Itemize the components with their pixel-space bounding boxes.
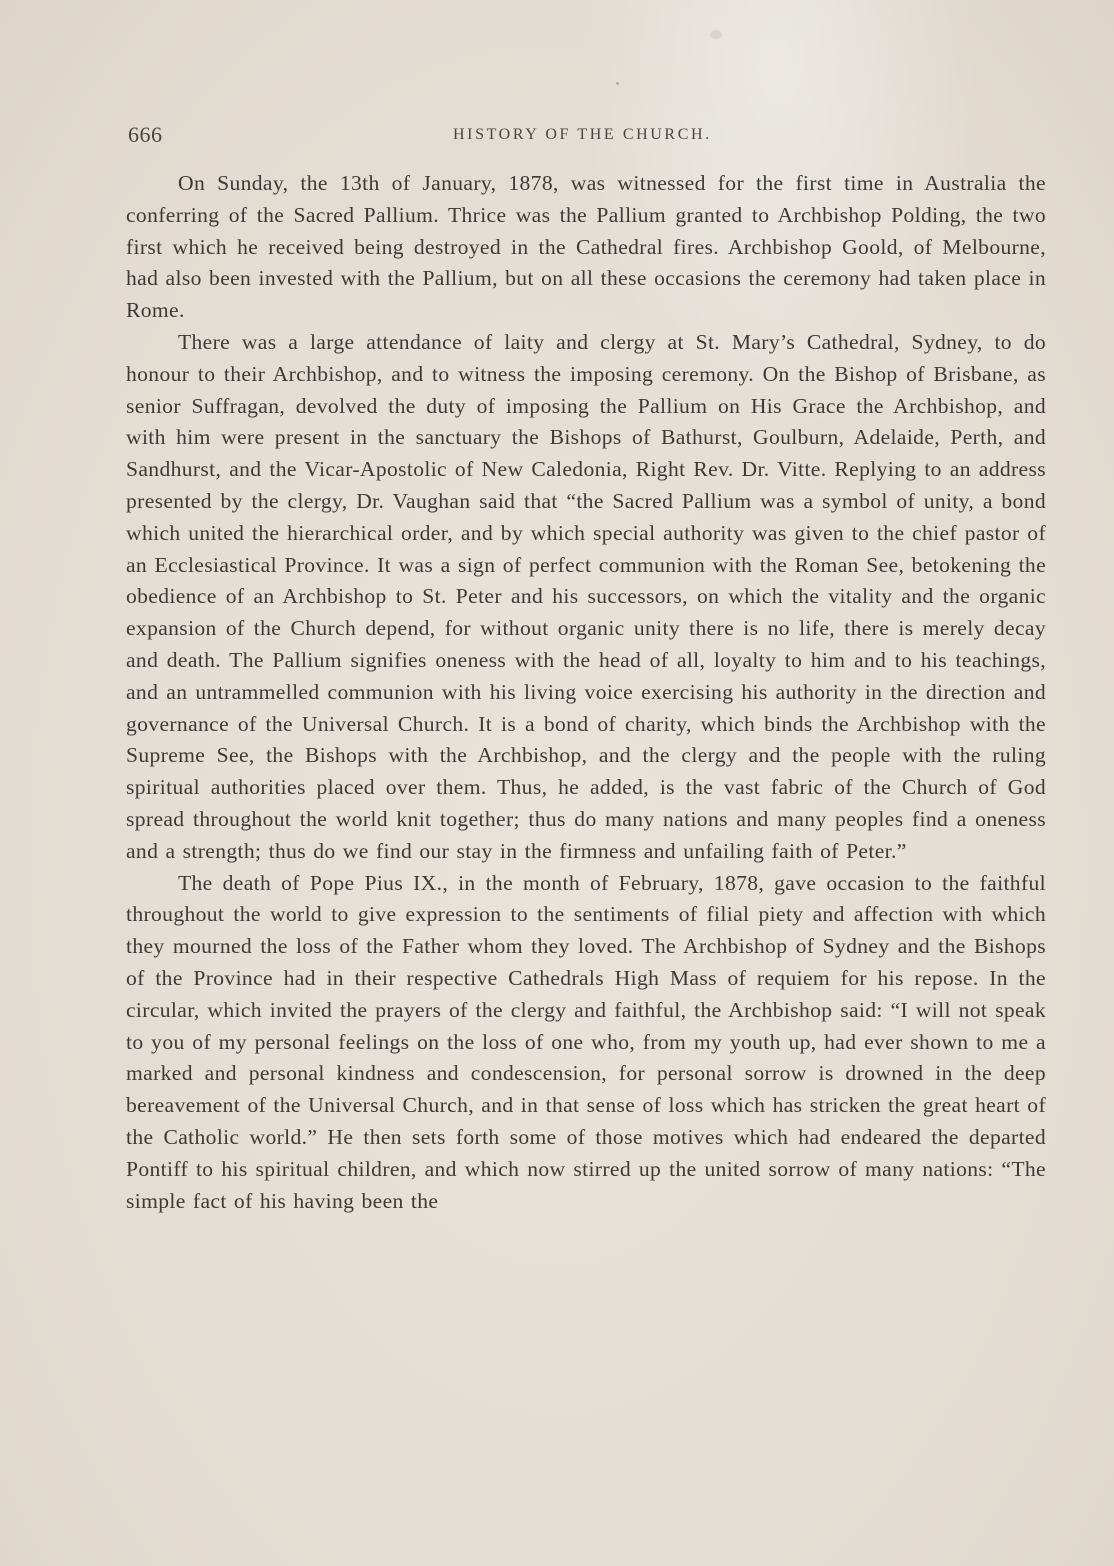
paper-speck [616, 82, 619, 85]
page-number: 666 [128, 122, 163, 147]
body-text [126, 168, 1046, 1217]
paragraph-pallium-first: On Sunday, the 13th of January, 1878, was witnessed for the first time in Australia the conferring of the Sacred Pallium. Thrice was the Pallium granted to Archbishop Polding, the two first which he received being destroyed in the Cathedral fires. Archbishop Goold, of Melbourne, had also been invested with the Pallium, but on all these occasions the ceremony had taken place in Rome. [126, 171, 1046, 323]
paragraph-death-of-pius: The death of Pope Pius IX., in the month of February, 1878, gave occasion to the faithful throughout the world to give expression to the sentiments of filial piety and affection with which they mourned the loss of the Father whom they loved. The Archbishop of Sydney and the Bishops of the Province had in their respective Cathedrals High Mass of requiem for his repose. In the circular, which invited the prayers of the clergy and faithful, the Archbishop said: “I will not speak to you of my personal feelings on the loss of one who, from my youth up, had ever shown to me a marked and personal kindness and condescension, for personal sorrow is drowned in the deep bereavement of the Universal Church, and in that sense of loss which has stricken the great heart of the Catholic world.” He then sets forth some of those motives which had endeared the departed Pontiff to his spiritual children, and which now stirred up the united sorrow of many nations: “The simple fact of his having been the [126, 870, 1046, 1213]
paper-stain [710, 30, 722, 39]
page-header [128, 118, 1046, 152]
paragraph-pallium-ceremony: There was a large attendance of laity and clergy at St. Mary’s Cathedral, Sydney, to do honour to their Archbishop, and to witness the imposing ceremony. On the Bishop of Brisbane, as senior Suffragan, devolved the duty of imposing the Pallium on His Grace the Archbishop, and with him were present in the sanctuary the Bishops of Bathurst, Goulburn, Adelaide, Perth, and Sandhurst, and the Vicar-Apostolic of New Caledonia, Right Rev. Dr. Vitte. Replying to an address presented by the clergy, Dr. Vaughan said that “the Sacred Pallium was a symbol of unity, a bond which united the hierarchical order, and by which special authority was given to the chief pastor of an Ecclesiastical Province. It was a sign of perfect communion with the Roman See, betokening the obedience of an Archbishop to St. Peter and his successors, on which the vitality and the organic expansion of the Church depend, for without organic unity there is no life, there is merely decay and death. The Pallium signifies oneness with the head of all, loyalty to him and to his teachings, and an untrammelled communion with his living voice exercising his authority in the direction and governance of the Universal Church. It is a bond of charity, which binds the Archbishop with the Supreme See, the Bishops with the Archbishop, and the clergy and the people with the ruling spiritual authorities placed over them. Thus, he added, is the vast fabric of the Church of God spread throughout the world knit together; thus do many nations and many peoples find a oneness and a strength; thus do we find our stay in the firmness and unfailing faith of Peter.” [126, 329, 1046, 863]
running-head: HISTORY OF THE CHURCH. [453, 126, 712, 143]
